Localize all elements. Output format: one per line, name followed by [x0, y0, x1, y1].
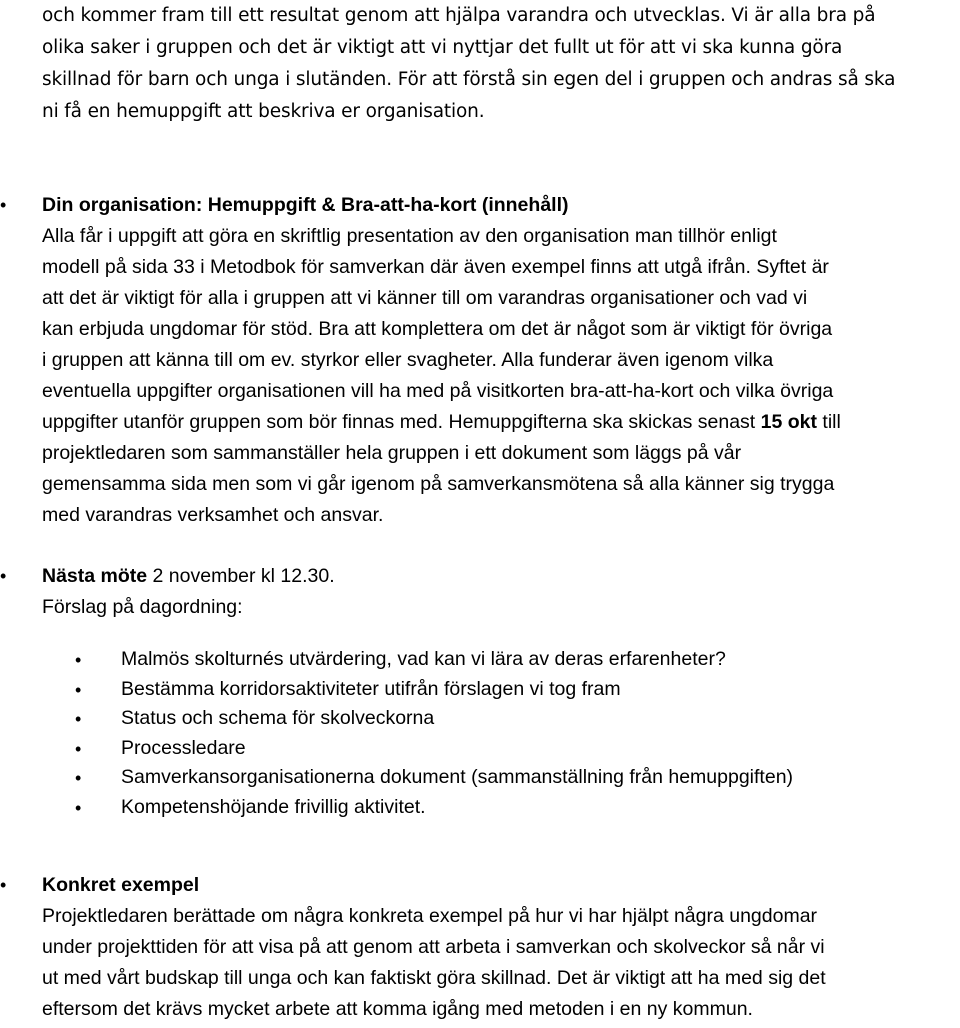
body-line: under projekttiden för att visa på att genom att arbeta i samverkan och skolveckor så når vi: [42, 936, 825, 958]
body-line: [42, 314, 960, 345]
body-line: [42, 407, 960, 438]
body-line: gemensamma sida men som vi går igenom på samverkansmötena så alla känner sig trygga: [42, 473, 835, 495]
meeting-time: 2 november kl 12.30.: [147, 565, 335, 587]
meeting-line: [42, 561, 960, 592]
agenda-item: Status och schema för skolveckorna: [121, 707, 435, 729]
organisation-body: [42, 190, 960, 531]
agenda-item: Processledare: [121, 736, 246, 759]
body-text: till: [817, 411, 841, 433]
body-line: eftersom det krävs mycket arbete att komma igång med metoden i en ny kommun.: [42, 998, 753, 1020]
body-line: att det är viktigt för alla i gruppen att vi känner till om varandras organisationer och vad vi: [42, 287, 808, 309]
example-body: [42, 870, 960, 1025]
body-text: Syftet är: [756, 256, 829, 278]
bullet: •: [75, 650, 82, 670]
meeting-label: Nästa möte: [42, 565, 148, 587]
bullet: •: [0, 566, 7, 586]
body-line: ut med vårt budskap till unga och kan faktiskt göra skillnad. Det är viktigt att ha med sig det: [42, 967, 826, 989]
intro-line: [42, 64, 957, 96]
bullet: •: [75, 679, 82, 700]
bullet: •: [75, 797, 82, 818]
body-text: Bra att komplettera om det är något som är viktigt för övriga: [318, 318, 833, 340]
body-line: med varandras verksamhet och ansvar.: [42, 504, 384, 526]
intro-line: [42, 0, 957, 32]
bullet: •: [75, 709, 82, 729]
body-text: modell på sida 33 i Metodbok för samverkan där även exempel finns att utgå ifrån.: [42, 256, 757, 278]
intro-text: och kommer fram till ett resultat genom att hjälpa varandra och utvecklas.: [42, 5, 732, 26]
intro-text: För att förstå sin egen del i gruppen och andras så ska: [397, 69, 896, 90]
body-text: Alla funderar även igenom vilka: [501, 349, 774, 371]
bullet: •: [75, 738, 82, 759]
body-line: Alla får i uppgift att göra en skriftlig presentation av den organisation man tillhör enligt: [42, 225, 777, 247]
bullet: •: [75, 768, 82, 788]
intro-paragraph: [42, 0, 957, 128]
body-line: projektledaren som sammanställer hela gruppen i ett dokument som läggs på vår: [42, 442, 742, 464]
body-text: kan erbjuda ungdomar för stöd.: [42, 318, 319, 340]
deadline-date: 15 okt: [760, 411, 818, 433]
body-text: i gruppen att känna till om ev. styrkor eller svagheter.: [42, 349, 502, 371]
bullet: •: [0, 875, 7, 895]
body-text: Hemuppgifterna ska skickas senast: [448, 411, 761, 433]
intro-line: ni få en hemuppgift att beskriva er organisation.: [42, 101, 485, 122]
intro-text: skillnad för barn och unga i slutänden.: [42, 69, 398, 90]
body-line: [42, 345, 960, 376]
intro-text: Vi är alla bra på: [731, 5, 876, 26]
agenda-label: Förslag på dagordning:: [42, 596, 243, 618]
meeting-body: [42, 561, 960, 623]
body-line: eventuella uppgifter organisationen vill ha med på visitkorten bra-att-ha-kort och vilka övriga: [42, 380, 834, 402]
body-line: [42, 252, 960, 283]
agenda-item: Bestämma korridorsaktiviteter utifrån förslagen vi tog fram: [121, 677, 621, 700]
body-line: Projektledaren berättade om några konkreta exempel på hur vi har hjälpt några ungdomar: [42, 905, 818, 927]
example-heading: Konkret exempel: [42, 874, 200, 896]
intro-line: olika saker i gruppen och det är viktigt att vi nyttjar det fullt ut för att vi ska kunna göra: [42, 37, 843, 58]
agenda-item: Samverkansorganisationerna dokument (sammanställning från hemuppgiften): [121, 766, 794, 788]
agenda-item: Malmös skolturnés utvärdering, vad kan vi lära av deras erfarenheter?: [121, 648, 726, 670]
body-text: uppgifter utanför gruppen som bör finnas med.: [42, 411, 449, 433]
organisation-heading: Din organisation: Hemuppgift & Bra-att-ha-kort (innehåll): [42, 194, 569, 216]
bullet: •: [0, 195, 7, 215]
agenda-item: Kompetenshöjande frivillig aktivitet.: [121, 795, 426, 818]
